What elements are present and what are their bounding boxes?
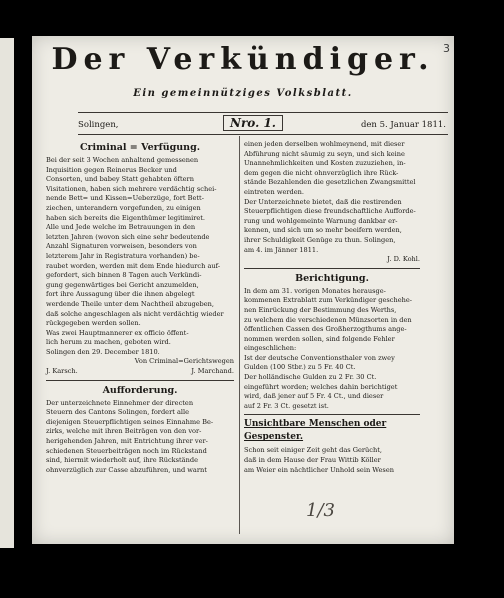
text-line: Solingen den 29. December 1810.	[46, 347, 160, 356]
text-line: werdende Theile unter dem Nachtheil abzugeben,	[46, 299, 215, 308]
text-line: Bei der seit 3 Wochen anhaltend gemessenen	[46, 156, 199, 164]
text-line: Consorten, und babey Statt gehabten öftern	[46, 175, 194, 184]
handwritten-note: 1/3	[306, 500, 335, 521]
text-line: dem gegen die nicht ohnverzüglich ihre Rück-	[244, 168, 399, 177]
column-separator	[239, 136, 240, 534]
text-line: gefordert, sich binnen 8 Tagen auch Verkündi-	[46, 271, 202, 280]
text-line: fort ihre Aussagung über die ihnen abgelegt	[46, 290, 195, 299]
text-line: Inquisition gegen Reinerus Becker und	[46, 165, 177, 174]
text-line: Steuerpflichtigen diese freundschaftliche Aufforde-	[244, 207, 416, 216]
issue-number: Nro. 1.	[223, 115, 283, 131]
adjacent-page-edge	[0, 38, 14, 548]
text-line: ihrer Schuldigkeit Genüge zu thun. Solingen,	[244, 235, 396, 244]
text-line: Alle und Jede welche im Betrauungen in den	[46, 223, 196, 232]
text-line: auf 2 Fr. 3 Ct. gesetzt ist.	[244, 401, 329, 410]
text-line: eingeschlichen:	[244, 344, 297, 353]
text-line: gung gegenwärtiges bei Gericht anzumelden,	[46, 280, 199, 289]
text-line: nommen werden sollen, sind folgende Fehler	[244, 334, 395, 343]
dateline-date: den 5. Januar 1811.	[360, 120, 446, 130]
text-line: kommenen Extrablatt zum Verkündiger geschehe-	[244, 296, 412, 305]
text-line: Der Unterzeichnete bietet, daß die restirenden	[244, 197, 402, 206]
section-divider	[244, 414, 420, 415]
section-divider	[46, 380, 234, 381]
text-line: letzterem Jahr in Registratura vorhanden) be-	[46, 251, 200, 260]
aufforderung-continued	[244, 140, 420, 265]
masthead-title: Der Verkündiger.	[51, 42, 435, 77]
text-line: stände Bezahlenden die gesetzlichen Zwangsmittel	[244, 178, 416, 187]
text-line: diejenigen Steuerpflichtigen seines Einnahme Be-	[46, 417, 214, 426]
text-line: rückgegeben werden sollen.	[46, 319, 141, 328]
dateline-bottom-rule	[78, 134, 448, 135]
signature-right: J. Marchand.	[191, 367, 234, 376]
left-column	[46, 140, 234, 475]
right-column	[244, 140, 420, 475]
dateline-place: Solingen,	[78, 120, 119, 130]
text-line: eintreten werden.	[244, 187, 305, 196]
signature-row	[46, 367, 234, 377]
text-line: nende Bett= und Kissen=Ueberzüge, fort Bett-	[46, 194, 204, 203]
text-line: Steuern des Cantons Solingen, fordert alle	[46, 408, 190, 417]
text-line: zu welchem die verschiedenen Münzsorten in den	[244, 315, 412, 324]
text-line: Anzahl Signaturen vorweisen, besonders von	[46, 242, 197, 251]
text-line: Ist der deutsche Conventionsthaler von zwey	[244, 353, 395, 362]
text-line: öffentlichen Cassen des Großherzogthums ange-	[244, 325, 407, 334]
newspaper-page	[32, 36, 454, 544]
text-line: Der unterzeichnete Einnehmer der directen	[46, 398, 194, 407]
berichtigung-heading: Berichtigung.	[295, 272, 369, 284]
text-line: Abführung nicht säumig zu seyn, und sich keine	[244, 149, 405, 158]
section-divider	[244, 268, 420, 269]
text-line: einen jeden derselben wohlmeynend, mit dieser	[244, 140, 405, 148]
text-line: daß solche angeschlagen als nicht verdächtig wieder	[46, 309, 224, 318]
text-line: nen Einrückung der Bestimmung des Werths,	[244, 305, 397, 314]
text-line: Gulden (100 Stbr.) zu 5 Fr. 40 Ct.	[244, 363, 356, 372]
text-line: wird, daß jener auf 5 Fr. 4 Ct., und dieser	[244, 392, 384, 401]
gespenster-body	[244, 446, 420, 475]
text-line: Von Criminal=Gerichtswegen	[134, 357, 234, 366]
aufforderung-body	[46, 399, 234, 476]
masthead-subtitle: Ein gemeinnütziges Volksblatt.	[133, 88, 353, 99]
text-line: am Weier ein nächtlicher Unhold sein Wesen	[244, 465, 394, 474]
text-line: eingeführt worden; welches dahin berichtiget	[244, 382, 398, 391]
text-line: raubet worden, werden mit dem Ende hiedurch auf-	[46, 261, 221, 270]
dateline-top-rule	[78, 112, 448, 113]
page-number: 3	[443, 42, 450, 55]
text-line: In dem am 31. vorigen Monates herausge-	[244, 286, 386, 295]
text-line: kennen, und sich um so mehr beeifern werden,	[244, 226, 402, 235]
text-line: Der holländische Gulden zu 2 Fr. 30 Ct.	[244, 373, 377, 382]
text-line: am 4. im Jänner 1811.	[244, 245, 319, 254]
text-line: ziechen, unterandern vorgefunden, zu einigen	[46, 203, 201, 212]
text-line: zirks, welche mit ihren Beiträgen von den vor-	[46, 427, 202, 436]
text-line: lich herum zu machen, geboten wird.	[46, 338, 171, 347]
text-line: rung und wohlgemeinte Warnung dankbar er-	[244, 216, 398, 225]
text-line: Visitationen, haben sich mehrere verdächtig schei-	[46, 184, 217, 193]
text-line: daß in dem Hause der Frau Wittib Köller	[244, 456, 381, 465]
criminal-heading: Criminal = Verfügung.	[79, 142, 201, 153]
text-line: herigehenden Jahren, mit Entrichtung ihrer ver-	[46, 437, 208, 446]
text-line: Unannehmlichkeiten und Kosten zuzuziehen, in-	[244, 159, 406, 168]
text-line: Was zwei Hauptmannerer ex officio öffent-	[46, 328, 189, 337]
text-line: letzten Jahren (wovon sich eine sehr bedeutende	[46, 232, 210, 241]
signature-left: J. Karsch.	[46, 367, 78, 376]
signature-kohl: J. D. Kohl.	[387, 255, 420, 264]
aufforderung-heading: Aufforderung.	[102, 384, 178, 396]
criminal-body	[46, 156, 234, 377]
text-line: haben sich bereits die Eigenthümer legitimiret.	[46, 213, 206, 222]
gespenster-heading: Unsichtbare Menschen oder Gespenster.	[244, 419, 387, 443]
text-line: ohnverzüglich zur Casse abzuführen, und warnt	[46, 465, 207, 474]
dateline	[78, 116, 448, 134]
text-line: sind, hiermit wiederholt auf, ihre Rückstände	[46, 456, 198, 465]
berichtigung-body	[244, 287, 420, 412]
text-line: schiedenen Steuerbeiträgen noch im Rückstand	[46, 446, 207, 455]
text-line: Schon seit einiger Zeit geht das Gerücht,	[244, 446, 382, 455]
